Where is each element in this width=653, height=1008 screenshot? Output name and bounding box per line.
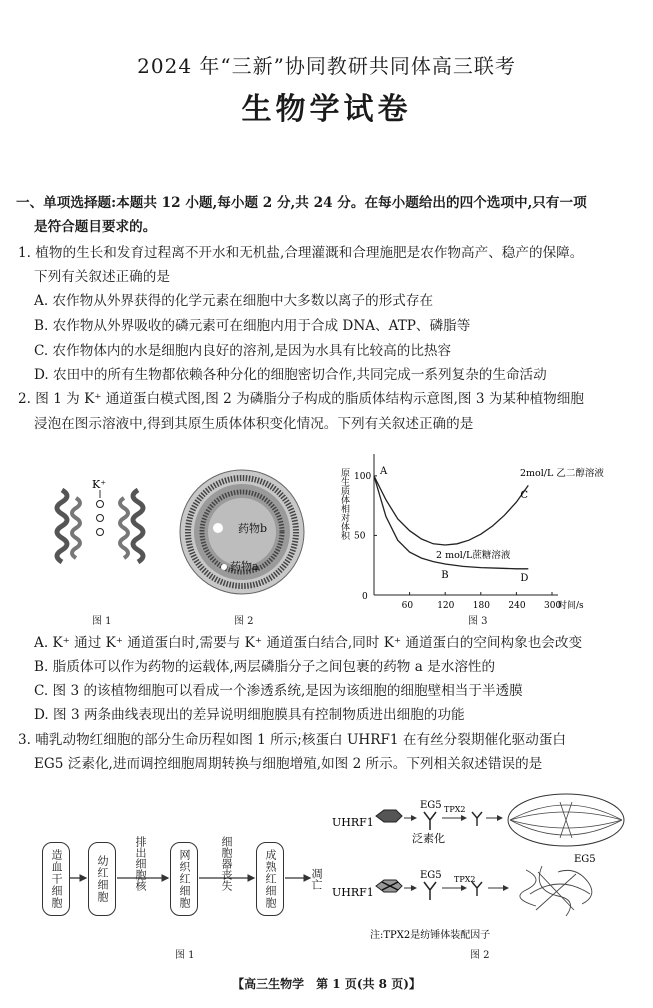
origin-label: 0 [362,592,368,602]
q1-option-a: A. 农作物从外界获得的化学元素在细胞中大多数以离子的形式存在 [34,293,434,309]
exam-title: 2024 年“三新”协同教研共同体高三联考 [137,54,516,78]
k-ion-label: K⁺ [92,478,107,491]
k-ion-2 [97,515,104,522]
q2-fig1-caption: 图 1 [92,616,112,627]
mature-rbc-label: 成熟红细胞 [264,849,277,909]
point-label-D: D [520,572,529,584]
k-channel-figure [40,468,160,596]
uhrf1-top-label: UHRF1 [332,816,374,829]
q2-option-c: C. 图 3 的该植物细胞可以看成一个渗透系统,是因为该细胞的细胞壁相当于半透膜 [34,683,523,699]
uhrf1-bottom-label: UHRF1 [332,886,374,899]
x-tick-label-1: 120 [437,601,455,611]
q2-option-a: A. K⁺ 通过 K⁺ 通道蛋白时,需要与 K⁺ 通道蛋白结合,同时 K⁺ 通道蛋白的空间构象也会改变 [34,635,583,651]
k-ion-3 [97,529,104,536]
series-label-sucrose: 2 mol/L蔗糖溶液 [436,550,511,561]
eg5-top-motor [424,812,436,830]
k-ion-1 [97,501,104,508]
tpx2-top-shape [472,812,482,826]
drug-b-label: 药物b [238,522,268,535]
q3-stem-line2: EG5 泛素化,进而调控细胞周期转换与细胞增殖,如图 2 所示。下列相关叙述错误的是 [34,756,543,772]
y-axis-label: 原生质体相对体积 [339,468,349,540]
ubiquitination-label: 泛素化 [412,832,445,845]
eg5-bottom-label: EG5 [420,870,442,881]
q1-stem-line2: 下列有关叙述正确的是 [34,269,170,285]
point-label-B: B [441,570,449,582]
erythroblast-label: 幼红细胞 [96,855,109,903]
q3-fig1-caption: 图 1 [175,950,195,961]
drug-b-dot [213,523,223,533]
hsc-label: 造血干细胞 [50,849,63,909]
tpx2-note: 注:TPX2是纺锤体装配因子 [370,930,491,940]
x-tick-label-2: 180 [472,601,490,611]
y-tick-label-1: 100 [354,471,372,482]
liposome-figure [178,468,306,596]
q2-option-d: D. 图 3 两条曲线表现出的差异说明细胞膜具有控制物质进出细胞的功能 [34,707,465,723]
collapsed-spindle [520,866,592,916]
q1-option-d: D. 农田中的所有生物都依赖各种分化的细胞密切合作,共同完成一系列复杂的生命活动 [34,367,547,383]
q2-fig2-caption: 图 2 [234,616,254,627]
q1-option-b: B. 农作物从外界吸收的磷元素可在细胞内用于合成 DNA、ATP、磷脂等 [34,318,471,334]
q2-option-b: B. 脂质体可以作为药物的运载体,两层磷脂分子之间包裹的药物 a 是水溶性的 [34,659,496,675]
q3-fig2-caption: 图 2 [470,950,490,961]
x-tick-label-4: 300 [544,601,562,611]
eg5-top-label: EG5 [420,800,442,811]
q1-stem-line1: 1. 植物的生长和发育过程离不开水和无机盐,合理灌溉和合理施肥是农作物高产、稳产的保障。 [18,245,584,261]
tpx2-bottom-label: TPX2 [454,875,476,884]
x-tick-label-0: 60 [401,601,414,611]
tpx2-top-label: TPX2 [444,805,466,814]
apoptosis-label: 凋亡 [310,868,323,890]
drug-a-label: 药物a [230,560,259,573]
section-instruction-line1: 一、单项选择题:本题共 12 小题,每小题 2 分,共 24 分。在每小题给出的四个选项中,只有一项 [16,195,587,211]
q1-option-c: C. 农作物体内的水是细胞内良好的溶剂,是因为水具有比较高的比热容 [34,343,452,359]
q2-stem-line2: 浸泡在图示溶液中,得到其原生质体体积变化情况。下列有关叙述正确的是 [34,416,474,432]
protoplast-volume-chart [330,450,630,612]
uhrf1-pathway-figure [330,790,635,940]
point-label-C: C [520,490,529,502]
reticulocyte-label: 网织红细胞 [178,849,191,909]
q2-fig3-caption: 图 3 [468,616,488,627]
exam-subtitle: 生物学试卷 [241,92,412,127]
step-lose-organelles: 细胞器丧失 [220,836,233,891]
eg5-right-label: EG5 [574,854,596,865]
step-remove-nucleus: 排出细胞核 [134,836,147,891]
section-instruction-line2: 是符合题目要求的。 [34,219,157,235]
page-footer: 【高三生物学 第 1 页(共 8 页)】 [232,977,421,991]
x-axis-label: 时间/s [558,601,584,611]
series-line-0 [374,476,528,545]
rbc-arrows [40,830,330,930]
q3-stem-line1: 3. 哺乳动物红细胞的部分生命历程如图 1 所示;核蛋白 UHRF1 在有丝分裂期催化驱动蛋白 [18,732,567,748]
tpx2-bottom-shape [472,882,482,896]
x-tick-label-3: 240 [508,601,526,611]
series-label-ethylene-glycol: 2mol/L 乙二醇溶液 [520,468,604,479]
y-tick-label-0: 50 [354,531,366,542]
point-label-A: A [380,465,388,477]
eg5-bottom-motor [424,882,436,900]
q2-stem-line1: 2. 图 1 为 K⁺ 通道蛋白模式图,图 2 为磷脂分子构成的脂质体结构示意图,图 3 为某种植物细胞 [18,391,584,407]
uhrf1-top-shape [376,810,402,822]
drug-a-dot [221,564,227,570]
